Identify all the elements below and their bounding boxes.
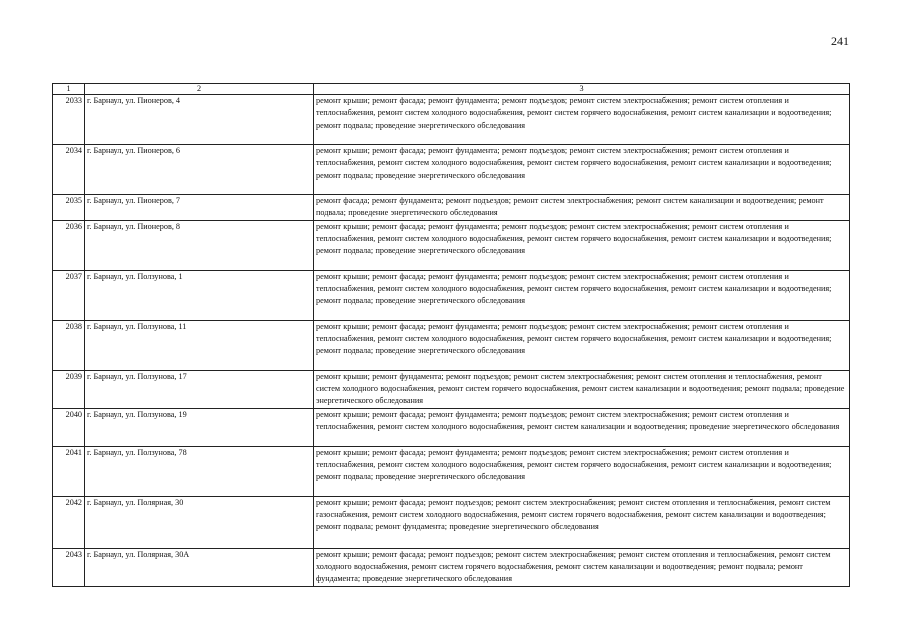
row-number: 2041 [53,446,85,496]
row-number: 2033 [53,95,85,145]
row-works: ремонт крыши; ремонт фасада; ремонт фундамента; ремонт подъездов; ремонт систем электроснабжения; ремонт систем отопления и теплоснабжения, ремонт систем холодного водоснабжения, ремонт систем горячего водоснабжения, ремонт систем канализации и водоотведения; ремонт подвала; проведение энергетического обследования [314,446,850,496]
row-works: ремонт крыши; ремонт фундамента; ремонт подъездов; ремонт систем электроснабжения; ремонт систем отопления и теплоснабжения, ремонт систем холодного водоснабжения, ремонт систем горячего водоснабжения, ремонт систем канализации и водоотведения; ремонт подвала; проведение энергетического обследования [314,370,850,408]
row-number: 2038 [53,320,85,370]
row-address: г. Барнаул, ул. Ползунова, 1 [85,270,314,320]
row-address: г. Барнаул, ул. Полярная, 30 [85,496,314,548]
row-number: 2034 [53,145,85,195]
table-row [53,220,850,270]
row-address: г. Барнаул, ул. Ползунова, 19 [85,408,314,446]
table-row [53,496,850,548]
row-address: г. Барнаул, ул. Ползунова, 78 [85,446,314,496]
row-number: 2042 [53,496,85,548]
row-address: г. Барнаул, ул. Ползунова, 17 [85,370,314,408]
row-works: ремонт крыши; ремонт фасада; ремонт фундамента; ремонт подъездов; ремонт систем электроснабжения; ремонт систем отопления и теплоснабжения, ремонт систем холодного водоснабжения, ремонт систем горячего водоснабжения, ремонт систем канализации и водоотведения; ремонт подвала; проведение энергетического обследования [314,270,850,320]
column-header-1: 1 [53,84,85,95]
table-row [53,270,850,320]
table-row [53,320,850,370]
table-row [53,95,850,145]
row-number: 2035 [53,195,85,221]
page-number: 241 [831,34,849,48]
row-works: ремонт фасада; ремонт фундамента; ремонт подъездов; ремонт систем электроснабжения; ремонт систем канализации и водоотведения; ремонт подвала; проведение энергетического обследования [314,195,850,221]
table-row [53,145,850,195]
registry-table [52,83,850,587]
row-number: 2037 [53,270,85,320]
row-address: г. Барнаул, ул. Пионеров, 4 [85,95,314,145]
table-row [53,446,850,496]
row-address: г. Барнаул, ул. Пионеров, 8 [85,220,314,270]
row-works: ремонт крыши; ремонт фасада; ремонт фундамента; ремонт подъездов; ремонт систем электроснабжения; ремонт систем отопления и теплоснабжения, ремонт систем холодного водоснабжения, ремонт систем канализации и водоотведения; проведение энергетического обследования [314,408,850,446]
table-row [53,548,850,586]
row-works: ремонт крыши; ремонт фасада; ремонт фундамента; ремонт подъездов; ремонт систем электроснабжения; ремонт систем отопления и теплоснабжения, ремонт систем холодного водоснабжения, ремонт систем горячего водоснабжения, ремонт систем канализации и водоотведения; ремонт подвала; проведение энергетического обследования [314,95,850,145]
row-address: г. Барнаул, ул. Пионеров, 7 [85,195,314,221]
row-works: ремонт крыши; ремонт фасада; ремонт подъездов; ремонт систем электроснабжения; ремонт систем отопления и теплоснабжения, ремонт систем газоснабжения, ремонт систем холодного водоснабжения, ремонт систем горячего водоснабжения, ремонт систем канализации и водоотведения; ремонт подвала; ремонт фундамента; проведение энергетического обследования [314,496,850,548]
table-row [53,370,850,408]
column-header-2: 2 [85,84,314,95]
table-row [53,408,850,446]
row-address: г. Барнаул, ул. Полярная, 30А [85,548,314,586]
row-number: 2039 [53,370,85,408]
row-number: 2040 [53,408,85,446]
column-header-3: 3 [314,84,850,95]
row-works: ремонт крыши; ремонт фасада; ремонт фундамента; ремонт подъездов; ремонт систем электроснабжения; ремонт систем отопления и теплоснабжения, ремонт систем холодного водоснабжения, ремонт систем горячего водоснабжения, ремонт систем канализации и водоотведения; ремонт подвала; проведение энергетического обследования [314,320,850,370]
table-row [53,195,850,221]
row-works: ремонт крыши; ремонт фасада; ремонт фундамента; ремонт подъездов; ремонт систем электроснабжения; ремонт систем отопления и теплоснабжения, ремонт систем холодного водоснабжения, ремонт систем горячего водоснабжения, ремонт систем канализации и водоотведения; ремонт подвала; проведение энергетического обследования [314,220,850,270]
row-address: г. Барнаул, ул. Ползунова, 11 [85,320,314,370]
row-number: 2043 [53,548,85,586]
table-header-row [53,84,850,95]
row-works: ремонт крыши; ремонт фасада; ремонт подъездов; ремонт систем электроснабжения; ремонт систем отопления и теплоснабжения, ремонт систем холодного водоснабжения, ремонт систем горячего водоснабжения, ремонт систем канализации и водоотведения; ремонт подвала; ремонт фундамента; проведение энергетического обследования [314,548,850,586]
row-number: 2036 [53,220,85,270]
row-works: ремонт крыши; ремонт фасада; ремонт фундамента; ремонт подъездов; ремонт систем электроснабжения; ремонт систем отопления и теплоснабжения, ремонт систем холодного водоснабжения, ремонт систем горячего водоснабжения, ремонт систем канализации и водоотведения; ремонт подвала; проведение энергетического обследования [314,145,850,195]
row-address: г. Барнаул, ул. Пионеров, 6 [85,145,314,195]
